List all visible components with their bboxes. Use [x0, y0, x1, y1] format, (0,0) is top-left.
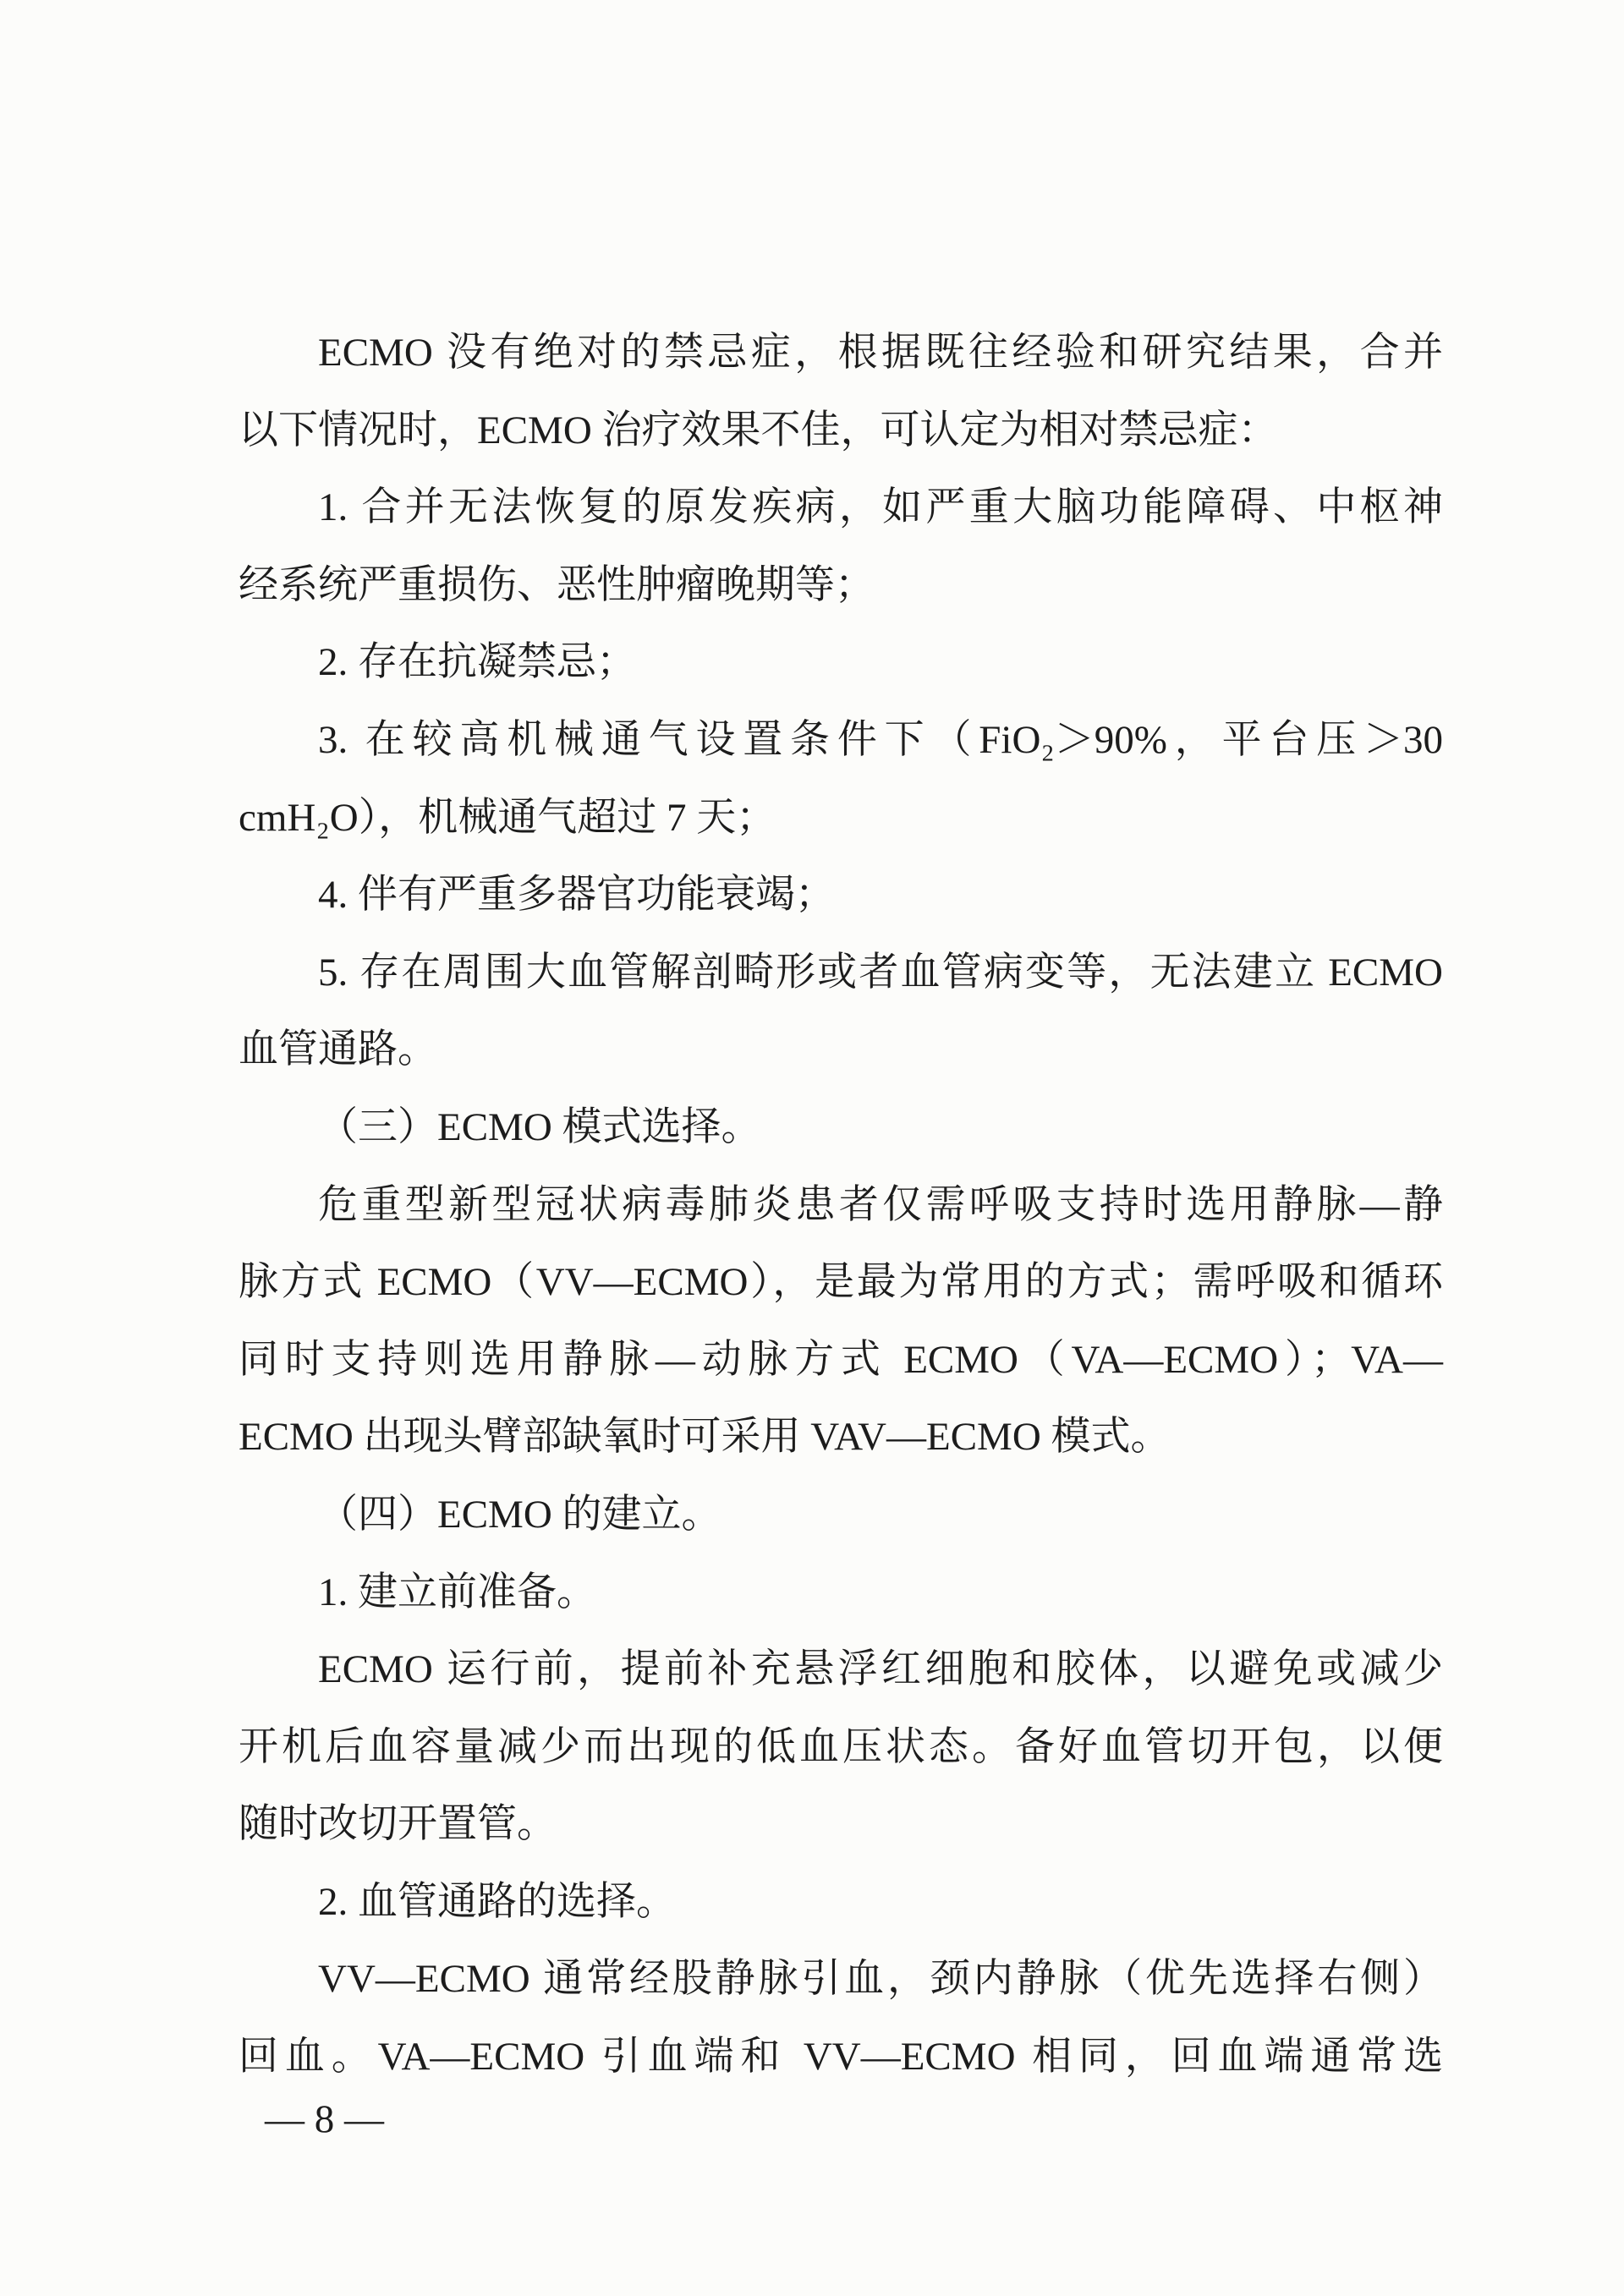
- section-heading: （三）ECMO 模式选择。: [318, 1104, 761, 1149]
- paragraph-line: VV—ECMO 通常经股静脉引血，颈内静脉（优先选择右侧）: [318, 1957, 1443, 2002]
- paragraph-line: 危重型新型冠状病毒肺炎患者仅需呼吸支持时选用静脉—静: [318, 1182, 1443, 1227]
- subsection-heading: 2. 血管通路的选择。: [318, 1879, 676, 1924]
- paragraph-line: 同时支持则选用静脉—动脉方式 ECMO（VA—ECMO）；VA—: [239, 1337, 1443, 1382]
- list-item-line: 经系统严重损伤、恶性肿瘤晚期等；: [239, 562, 875, 607]
- paragraph-line: 回血。VA—ECMO 引血端和 VV—ECMO 相同，回血端通常选: [239, 2035, 1443, 2080]
- paragraph-line: 开机后血容量减少而出现的低血压状态。备好血管切开包，以便: [239, 1724, 1443, 1769]
- list-item-line: 5. 存在周围大血管解剖畸形或者血管病变等，无法建立 ECMO: [318, 950, 1443, 995]
- paragraph-line: ECMO 出现头臂部缺氧时可采用 VAV—ECMO 模式。: [239, 1415, 1171, 1460]
- document-body: [239, 315, 1443, 2096]
- paragraph-line: ECMO 没有绝对的禁忌症，根据既往经验和研究结果，合并: [318, 331, 1443, 375]
- list-item-line: 2. 存在抗凝禁忌；: [318, 640, 636, 685]
- section-heading: （四）ECMO 的建立。: [318, 1492, 721, 1537]
- subsection-heading: 1. 建立前准备。: [318, 1570, 596, 1614]
- page-number: — 8 —: [265, 2097, 384, 2141]
- list-item-line: cmH₂O），机械通气超过 7 天；: [239, 795, 776, 840]
- list-item-line: 3. 在较高机械通气设置条件下（FiO₂＞90%，平台压＞30: [318, 717, 1443, 762]
- paragraph-line: ECMO 运行前，提前补充悬浮红细胞和胶体，以避免或减少: [318, 1647, 1443, 1692]
- paragraph-line: 脉方式 ECMO（VV—ECMO），是最为常用的方式；需呼吸和循环: [239, 1260, 1443, 1305]
- list-item-line: 1. 合并无法恢复的原发疾病，如严重大脑功能障碍、中枢神: [318, 485, 1443, 530]
- paragraph-line: 以下情况时，ECMO 治疗效果不佳，可认定为相对禁忌症：: [239, 408, 1278, 452]
- list-item-line: 血管通路。: [239, 1027, 437, 1072]
- paragraph-line: 随时改切开置管。: [239, 1802, 557, 1847]
- list-item-line: 4. 伴有严重多器官功能衰竭；: [318, 873, 835, 918]
